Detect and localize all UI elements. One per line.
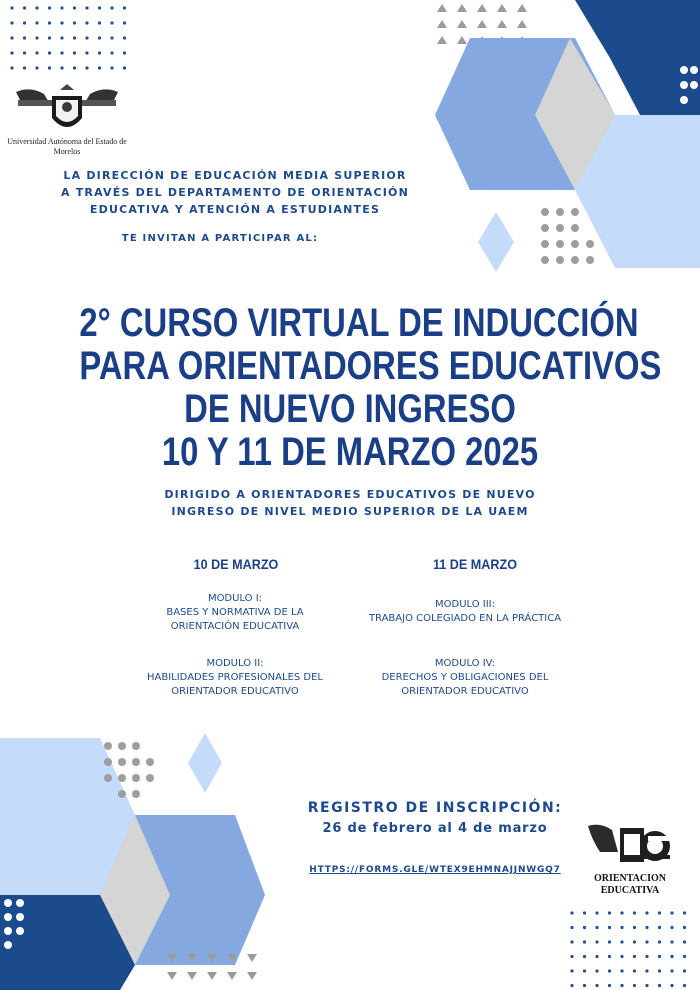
event-title	[79, 301, 662, 474]
module-4-label: MODULO IV:	[434, 658, 496, 669]
orientacion-educativa-logo	[588, 825, 670, 862]
module-1	[120, 592, 350, 634]
module-1-line-2: ORIENTACIÓN EDUCATIVA	[170, 621, 300, 632]
intro-line-2: A TRAVÉS DEL DEPARTAMENTO DE ORIENTACIÓN	[60, 186, 410, 199]
day2-heading: 11 DE MARZO	[432, 556, 518, 572]
audience-text	[120, 486, 580, 520]
department-name: ORIENTACION EDUCATIVA	[593, 873, 667, 896]
intro-text	[40, 167, 430, 218]
title-line-3: DE NUEVO INGRESO	[184, 387, 516, 431]
university-name: Universidad Autónoma del Estado de Morelos	[7, 137, 127, 156]
dot-grid-bottom-right	[570, 911, 686, 987]
diamond-bottom	[188, 733, 222, 793]
module-3-line-1: TRABAJO COLEGIADO EN LA PRÁCTICA	[368, 613, 562, 624]
audience-line-2: INGRESO DE NIVEL MEDIO SUPERIOR DE LA UAEM	[171, 505, 529, 518]
uaem-logo	[16, 84, 118, 127]
module-1-line-1: BASES Y NORMATIVA DE LA	[166, 607, 304, 618]
audience-line-1: DIRIGIDO A ORIENTADORES EDUCATIVOS DE NUEVO	[164, 488, 536, 501]
module-1-label: MODULO I:	[207, 593, 263, 604]
registration-link[interactable]: HTTPS://FORMS.GLE/WTEX9EHMNAJJNWGQ7	[309, 865, 561, 875]
module-2-label: MODULO II:	[206, 658, 264, 669]
invite-text: TE INVITAN A PARTICIPAR AL:	[121, 233, 319, 244]
title-line-2: PARA ORIENTADORES EDUCATIVOS	[79, 344, 662, 388]
intro-line-3: EDUCATIVA Y ATENCIÓN A ESTUDIANTES	[89, 203, 381, 216]
module-4-line-2: ORIENTADOR EDUCATIVO	[401, 686, 529, 697]
module-4	[345, 657, 585, 699]
hexagon-cluster-bottom-left	[0, 738, 265, 990]
dot-grid-top-left	[10, 6, 126, 69]
module-3-label: MODULO III:	[435, 599, 495, 610]
hexagon-cluster-top-right	[435, 0, 700, 268]
registration-dates: 26 de febrero al 4 de marzo	[322, 821, 548, 836]
registration-heading: REGISTRO DE INSCRIPCIÓN:	[307, 800, 563, 816]
diamond-top	[478, 212, 514, 272]
title-line-1: 2° CURSO VIRTUAL DE INDUCCIÓN	[79, 301, 639, 345]
module-4-line-1: DERECHOS Y OBLIGACIONES DEL	[381, 672, 549, 683]
title-line-4: 10 Y 11 DE MARZO 2025	[161, 430, 539, 474]
module-2	[120, 657, 350, 699]
day1-heading: 10 DE MARZO	[193, 556, 279, 572]
module-3	[345, 598, 585, 626]
module-2-line-1: HABILIDADES PROFESIONALES DEL	[146, 672, 323, 683]
module-2-line-2: ORIENTADOR EDUCATIVO	[171, 686, 299, 697]
gray-dots-top	[541, 208, 594, 264]
intro-line-1: LA DIRECCIÓN DE EDUCACIÓN MEDIA SUPERIOR	[63, 169, 407, 182]
